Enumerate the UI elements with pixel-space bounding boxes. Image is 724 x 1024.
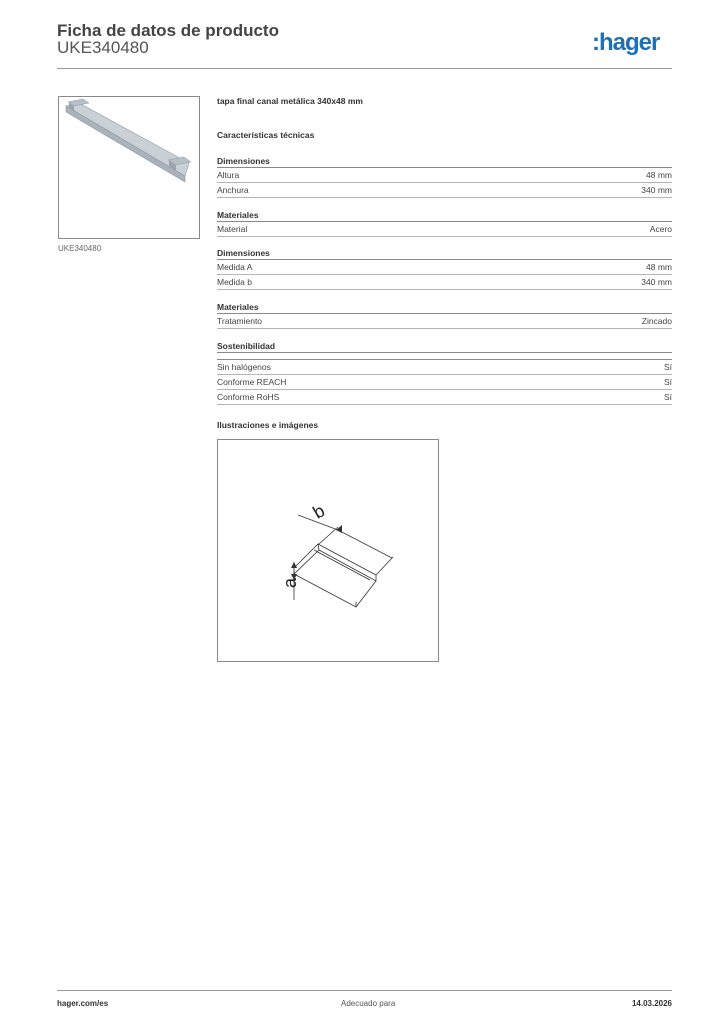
illustrations-heading: Ilustraciones e imágenes [217,420,319,430]
footer-center-text: Adecuado para [341,999,396,1008]
spec-value: 48 mm [646,170,672,180]
svg-text:a: a [280,577,300,588]
spec-value: Sí [663,377,672,387]
spec-value: 48 mm [646,262,672,272]
product-code: UKE340480 [57,38,149,57]
spec-row [217,375,672,390]
product-name: tapa final canal metálica 340x48 mm [217,96,363,106]
spec-group-materials [217,210,672,237]
spec-label: Conforme RoHS [217,392,280,402]
spec-group-materials-2 [217,302,672,329]
spec-group-dimensions [217,156,672,198]
image-caption: UKE340480 [58,244,102,253]
spec-value: Acero [649,224,672,234]
spec-row [217,168,672,183]
svg-text:b: b [309,500,329,523]
header-divider [57,68,672,69]
spec-group-title: Dimensiones [217,248,672,260]
spec-label: Material [217,224,248,234]
document-title: Ficha de datos de producto [57,21,279,40]
spec-row [217,275,672,290]
spec-label: Tratamiento [217,316,263,326]
spec-row [217,360,672,375]
spec-value: 340 mm [641,185,672,195]
footer-date: 14.03.2026 [631,999,672,1008]
dimension-drawing [217,439,439,662]
spec-group-title: Dimensiones [217,156,672,168]
svg-text::hager: :hager [592,29,660,56]
spec-value: 340 mm [641,277,672,287]
spec-value: Sí [663,362,672,372]
spec-row [217,260,672,275]
spec-label: Sin halógenos [217,362,271,372]
footer-divider [57,990,672,991]
spec-group-title: Materiales [217,210,672,222]
spec-row [217,183,672,198]
spec-label: Medida A [217,262,253,272]
spec-group-sustainability [217,341,672,405]
hager-logo [592,26,674,60]
spec-label: Medida b [217,277,252,287]
product-details [217,96,672,402]
product-image [58,96,200,239]
spec-value: Zincado [641,316,672,326]
spec-group-dimensions-2 [217,248,672,290]
spec-group-title: Sostenibilidad [217,341,672,353]
spec-row [217,314,672,329]
spec-label: Anchura [217,185,249,195]
footer-website-link[interactable]: hager.com/es [57,999,109,1008]
spec-label: Conforme REACH [217,377,287,387]
spec-value: Sí [663,392,672,402]
technical-specs-heading: Características técnicas [217,130,315,140]
spec-label: Altura [217,170,240,180]
spec-group-title: Materiales [217,302,672,314]
spec-row [217,390,672,405]
spec-row [217,222,672,237]
divider [217,353,672,360]
